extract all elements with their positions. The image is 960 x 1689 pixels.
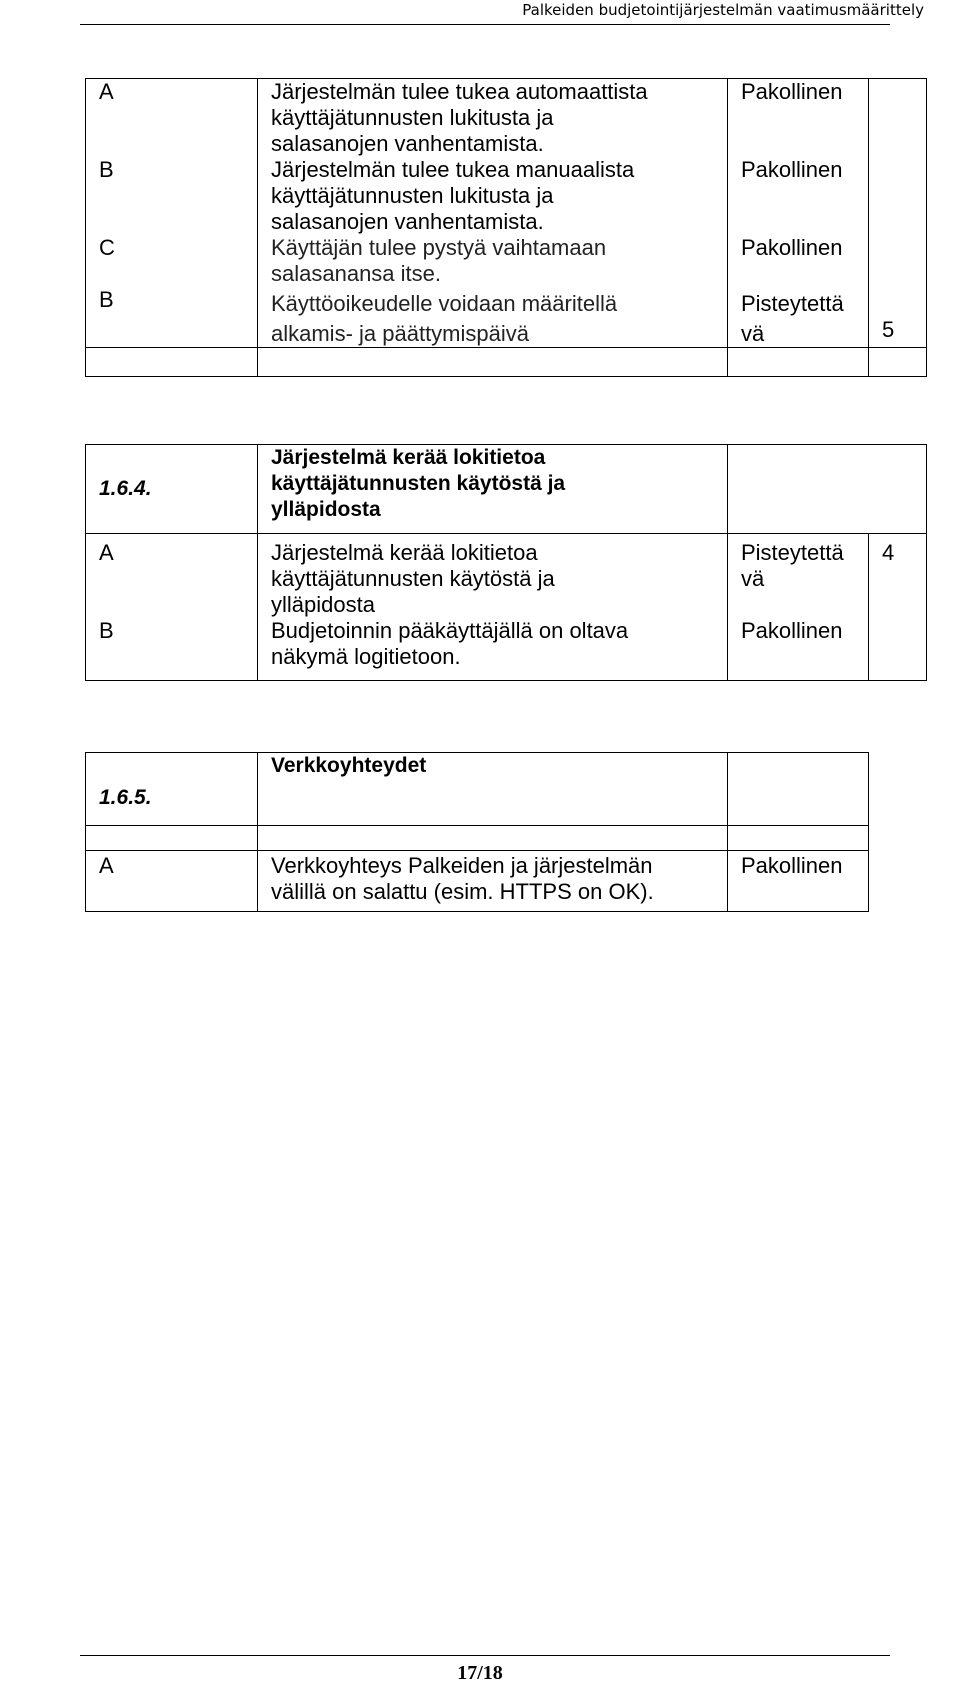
empty-cell — [869, 348, 927, 377]
req-id: B — [99, 157, 114, 182]
section-title: Verkkoyhteydet — [271, 754, 427, 777]
spacer — [99, 183, 257, 235]
priority-value: Pakollinen — [741, 853, 843, 878]
req-text: Käyttäjän tulee pystyä vaihtamaan — [271, 235, 607, 260]
req-text: Käyttöoikeudelle voidaan määritellä — [271, 291, 618, 316]
points-cell — [869, 534, 927, 681]
requirements-table-1 — [85, 78, 927, 377]
req-text: salasanojen vanhentamista. — [271, 131, 544, 156]
priority-value: Pisteytettä — [741, 540, 844, 565]
priority-value: Pakollinen — [741, 79, 843, 104]
page-number: 17/18 — [457, 1662, 503, 1684]
req-text: Järjestelmä kerää lokitietoa — [271, 540, 538, 565]
req-text: käyttäjätunnusten lukitusta ja — [271, 105, 554, 130]
spacer — [741, 592, 868, 618]
empty-cell — [728, 445, 927, 534]
priority-value: Pakollinen — [741, 235, 843, 260]
req-id: A — [99, 79, 114, 104]
req-text: salasanojen vanhentamista. — [271, 209, 544, 234]
table-row — [86, 348, 927, 377]
empty-cell — [86, 826, 258, 851]
table-row — [86, 79, 927, 348]
spacer — [99, 261, 257, 287]
req-text: Budjetoinnin pääkäyttäjällä on oltava — [271, 618, 629, 643]
description-cell — [258, 851, 728, 912]
footer-rule — [80, 1655, 890, 1656]
req-text: Järjestelmän tulee tukea manuaalista — [271, 157, 635, 182]
section-number: 1.6.5. — [99, 786, 152, 809]
points-value: 4 — [882, 540, 895, 565]
description-cell — [258, 79, 728, 348]
description-cell — [258, 534, 728, 681]
req-text: näkymä logitietoon. — [271, 644, 461, 669]
priority-value: vä — [741, 321, 765, 346]
empty-cell — [258, 826, 728, 851]
spacer — [741, 105, 868, 157]
req-text: käyttäjätunnusten lukitusta ja — [271, 183, 554, 208]
priority-value: Pakollinen — [741, 157, 843, 182]
empty-cell — [728, 348, 869, 377]
requirements-table-2 — [85, 444, 927, 681]
section-title: ylläpidosta — [271, 498, 381, 521]
points-cell — [869, 79, 927, 348]
spacer — [99, 105, 257, 157]
priority-cell — [728, 534, 869, 681]
document-title: Palkeiden budjetointijärjestelmän vaatimusmäärittely — [522, 1, 924, 19]
req-text: salasanansa itse. — [271, 261, 441, 286]
req-id: A — [99, 540, 114, 565]
table-row — [86, 534, 927, 681]
id-cell — [86, 79, 258, 348]
section-heading-row — [86, 753, 869, 826]
req-text: Järjestelmän tulee tukea automaattista — [271, 79, 648, 104]
spacer — [741, 183, 868, 235]
req-text: ylläpidosta — [271, 592, 375, 617]
empty-cell — [258, 348, 728, 377]
empty-cell — [86, 348, 258, 377]
requirements-table-3 — [85, 752, 869, 912]
section-title: Järjestelmä kerää lokitietoa — [271, 446, 546, 469]
spacer — [882, 79, 926, 317]
req-text: Verkkoyhteys Palkeiden ja järjestelmän — [271, 853, 653, 878]
empty-cell — [728, 753, 869, 826]
section-title: käyttäjätunnusten käytöstä ja — [271, 472, 566, 495]
points-value: 5 — [882, 317, 895, 342]
section-number-cell — [86, 445, 258, 534]
section-title-cell — [258, 445, 728, 534]
req-text: käyttäjätunnusten käytöstä ja — [271, 566, 555, 591]
req-id: B — [99, 618, 114, 643]
spacer — [99, 566, 257, 618]
priority-value: Pakollinen — [741, 618, 843, 643]
empty-cell — [728, 826, 869, 851]
page-header — [0, 0, 960, 34]
table-row — [86, 826, 869, 851]
section-number: 1.6.4. — [99, 477, 152, 500]
section-heading-row — [86, 445, 927, 534]
spacer — [741, 261, 868, 287]
req-text: välillä on salattu (esim. HTTPS on OK). — [271, 879, 654, 904]
section-title-cell — [258, 753, 728, 826]
req-id: C — [99, 235, 115, 260]
id-cell — [86, 534, 258, 681]
priority-cell — [728, 79, 869, 348]
priority-value: vä — [741, 566, 765, 591]
header-rule — [80, 24, 890, 25]
table-row — [86, 851, 869, 912]
section-number-cell — [86, 753, 258, 826]
priority-cell — [728, 851, 869, 912]
req-id: B — [99, 287, 114, 312]
req-id: A — [99, 853, 114, 878]
priority-value: Pisteytettä — [741, 291, 844, 316]
id-cell — [86, 851, 258, 912]
req-text: alkamis- ja päättymispäivä — [271, 321, 529, 346]
